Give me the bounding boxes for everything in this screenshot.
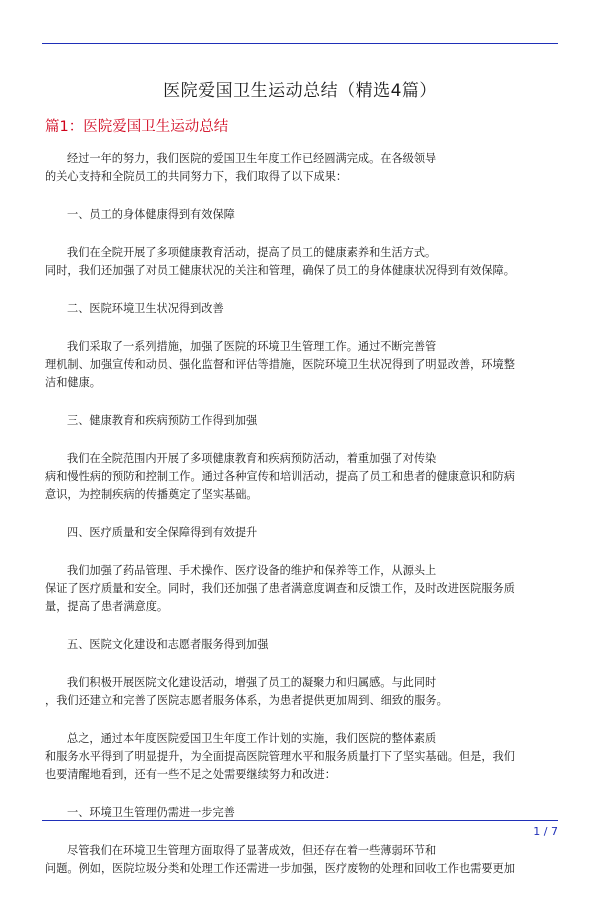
section-heading: 篇1：医院爱国卫生运动总结 [45,119,229,135]
paragraph [45,338,557,392]
paragraph [45,674,557,710]
paragraph-line: 和服务水平得到了明显提升，为全面提高医院管理水平和服务质量打下了坚实基础。但是，我们 [45,750,515,763]
paragraph [45,730,557,784]
paragraph-line: 我们积极开展医院文化建设活动，增强了员工的凝聚力和归属感。与此同时 [67,676,437,689]
footer-rule [42,820,558,821]
paragraph [45,842,557,878]
subheading: 三、健康教育和疾病预防工作得到加强 [67,414,258,427]
paragraph-line: 总之，通过本年度医院爱国卫生年度工作计划的实施，我们医院的整体素质 [67,732,437,745]
paragraph-line: 我们在全院范围内开展了多项健康教育和疾病预防活动，着重加强了对传染 [67,452,437,465]
page-indicator: 1 / 7 [533,825,558,838]
subheading: 一、员工的身体健康得到有效保障 [67,208,235,221]
paragraph-line: 尽管我们在环境卫生管理方面取得了显著成效，但还存在着一些薄弱环节和 [67,844,437,857]
paragraph-line: 洁和健康。 [45,376,101,389]
paragraph-line: ，我们还建立和完善了医院志愿者服务体系，为患者提供更加周到、细致的服务。 [45,694,448,707]
paragraph-line: 量，提高了患者满意度。 [45,600,169,613]
paragraph-line: 病和慢性病的预防和控制工作。通过各种宣传和培训活动，提高了员工和患者的健康意识和防病 [45,470,515,483]
paragraph-line: 理机制、加强宣传和动员、强化监督和评估等措施，医院环境卫生状况得到了明显改善，环境整 [45,358,515,371]
subheading: 五、医院文化建设和志愿者服务得到加强 [67,638,269,651]
paragraph [45,244,557,280]
paragraph-line: 同时，我们还加强了对员工健康状况的关注和管理，确保了员工的身体健康状况得到有效保障。 [45,264,515,277]
paragraph-line: 问题。例如，医院垃圾分类和处理工作还需进一步加强，医疗废物的处理和回收工作也需要更加 [45,862,515,875]
paragraph-line: 意识，为控制疾病的传播奠定了坚实基础。 [45,488,258,501]
paragraph [45,450,557,504]
subheading: 二、医院环境卫生状况得到改善 [67,302,224,315]
paragraph-line: 也要清醒地看到，还有一些不足之处需要继续努力和改进： [45,768,336,781]
paragraph-line: 我们在全院开展了多项健康教育活动，提高了员工的健康素养和生活方式。 [67,246,437,259]
subheading: 一、环境卫生管理仍需进一步完善 [67,806,235,819]
document-body [45,150,557,898]
paragraph [45,150,557,186]
paragraph [45,562,557,616]
subheading: 四、医疗质量和安全保障得到有效提升 [67,526,258,539]
paragraph-line: 经过一年的努力，我们医院的爱国卫生年度工作已经圆满完成。在各级领导 [67,152,437,165]
document-title: 医院爱国卫生运动总结（精选4篇） [163,81,437,101]
paragraph-line: 的关心支持和全院员工的共同努力下，我们取得了以下成果： [45,170,348,183]
paragraph-line: 保证了医疗质量和安全。同时，我们还加强了患者满意度调查和反馈工作，及时改进医院服务质 [45,582,515,595]
paragraph-line: 我们加强了药品管理、手术操作、医疗设备的维护和保养等工作，从源头上 [67,564,437,577]
paragraph-line: 我们采取了一系列措施，加强了医院的环境卫生管理工作。通过不断完善管 [67,340,437,353]
header-rule [42,43,558,44]
